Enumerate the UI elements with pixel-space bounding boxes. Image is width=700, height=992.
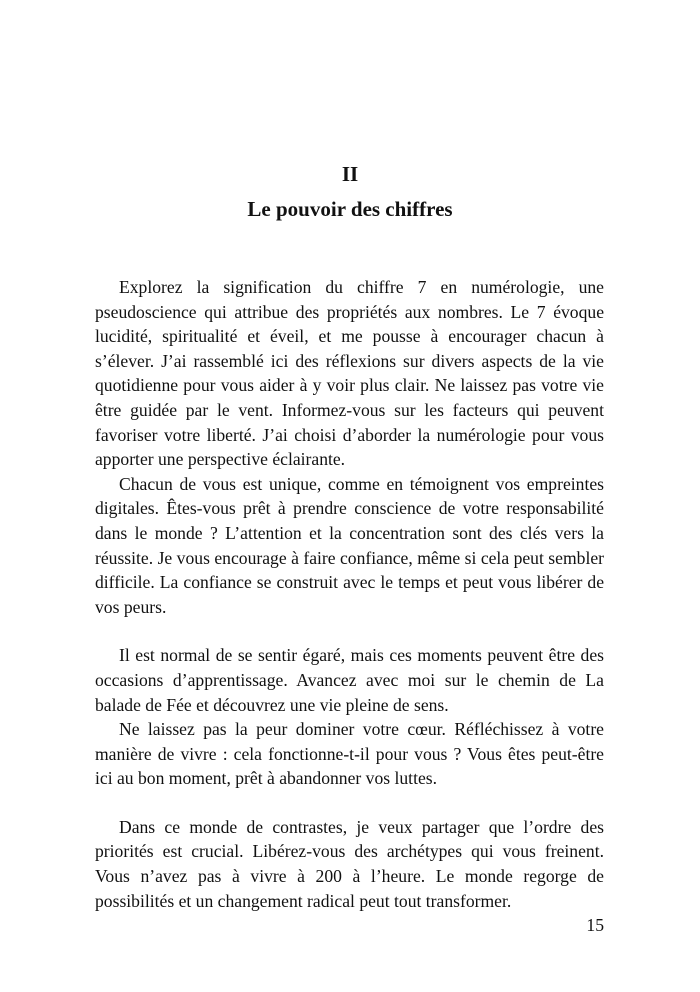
chapter-body — [95, 275, 604, 913]
chapter-title: Le pouvoir des chiffres — [247, 197, 453, 221]
chapter-number: II — [341, 162, 359, 186]
page-number: 15 — [586, 915, 604, 935]
paragraph: Explorez la signification du chiffre 7 en numérologie, une pseudoscience qui attribue des propriétés aux nombres. Le 7 évoque lucidité, spiritualité et éveil, et me pousse à encourager chacun à s’élever. J’ai rassemblé ici des réflexions sur divers aspects de la vie quotidienne pour vous aider à y voir plus clair. Ne laissez pas votre vie être guidée par le vent. Informez-vous sur les facteurs qui peuvent favoriser votre liberté. J’ai choisi d’aborder la numérologie pour vous apporter une perspective éclairante. — [95, 277, 604, 470]
paragraph: Chacun de vous est unique, comme en témoignent vos empreintes digitales. Êtes-vous prêt à prendre conscience de votre responsabilité dans le monde ? L’attention et la concentration sont des clés vers la réussite. Je vous encourage à faire confiance, même si cela peut sembler difficile. La confiance se construit avec le temps et peut vous libérer de vos peurs. — [95, 473, 604, 617]
paragraph: Dans ce monde de contrastes, je veux partager que l’ordre des priorités est crucial. Libérez-vous des archétypes qui vous freinent. Vous n’avez pas à vivre à 200 à l’heure. Le monde regorge de possibilités et un changement radical peut tout transformer. — [95, 816, 604, 911]
paragraph: Ne laissez pas la peur dominer votre cœur. Réfléchissez à votre manière de vivre : cela fonctionne-t-il pour vous ? Vous êtes peut-être ici au bon moment, prêt à abandonner vos luttes. — [95, 719, 604, 789]
paragraph: Il est normal de se sentir égaré, mais ces moments peuvent être des occasions d’apprentissage. Avancez avec moi sur le chemin de La balade de Fée et découvrez une vie pleine de sens. — [95, 645, 604, 715]
